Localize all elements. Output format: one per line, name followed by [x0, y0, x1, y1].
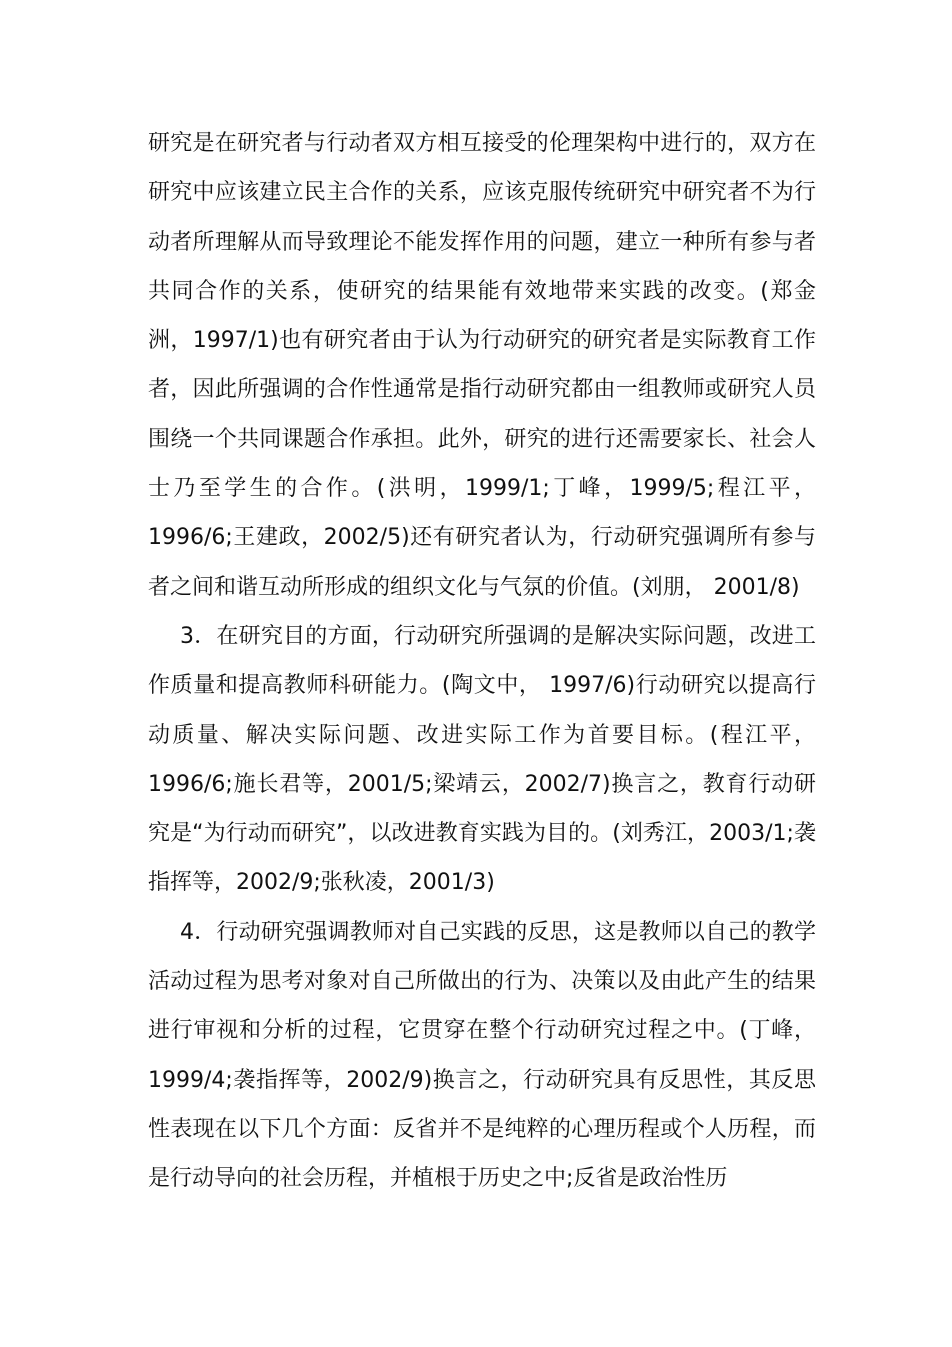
- paragraph-research-purpose: 3．在研究目的方面，行动研究所强调的是解决实际问题，改进工作质量和提高教师科研能力。(陶文中， 1997/6)行动研究以提高行动质量、解决实际问题、改进实际工作为首要目标。(程江平，1996/6;施长君等，2001/5;梁靖云，2002/7)换言之，教育行动研究是“为行动而研究”，以改进教育实践为目的。(刘秀江，2003/1;袭指挥等，2002/9;张秋凌，2001/3): [148, 623, 816, 896]
- paragraph-cooperation: 研究是在研究者与行动者双方相互接受的伦理架构中进行的，双方在研究中应该建立民主合作的关系，应该克服传统研究中研究者不为行动者所理解从而导致理论不能发挥作用的问题，建立一种所有参与者共同合作的关系，使研究的结果能有效地带来实践的改变。(郑金洲，1997/1)也有研究者由于认为行动研究的研究者是实际教育工作者，因此所强调的合作性通常是指行动研究都由一组教师或研究人员围绕一个共同课题合作承担。此外，研究的进行还需要家长、社会人士乃至学生的合作。(洪明，1999/1;丁峰，1999/5;程江平，1996/6;王建政，2002/5)还有研究者认为，行动研究强调所有参与者之间和谐互动所形成的组织文化与气氛的价值。(刘朋， 2001/8): [148, 131, 816, 600]
- body-text: [148, 119, 816, 1204]
- paragraph-reflection: 4．行动研究强调教师对自己实践的反思，这是教师以自己的教学活动过程为思考对象对自己所做出的行为、决策以及由此产生的结果进行审视和分析的过程，它贯穿在整个行动研究过程之中。(丁峰，1999/4;袭指挥等，2002/9)换言之，行动研究具有反思性，其反思性表现在以下几个方面：反省并不是纯粹的心理历程或个人历程，而是行动导向的社会历程，并植根于历史之中;反省是政治性历: [148, 919, 816, 1192]
